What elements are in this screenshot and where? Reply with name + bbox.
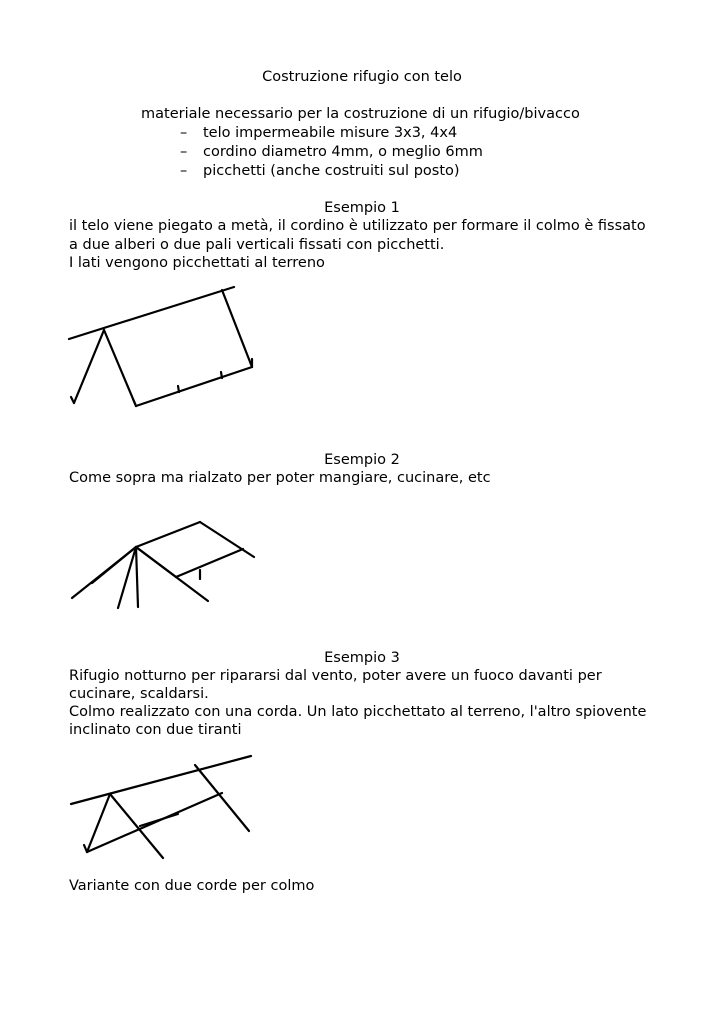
example-3-text-line: cucinare, scaldarsi. [69,686,209,702]
material-item: cordino diametro 4mm, o meglio 6mm [203,144,483,160]
example-2-text-line: Come sopra ma rialzato per poter mangiare, cucinare, etc [69,470,491,486]
material-item: telo impermeabile misure 3x3, 4x4 [203,125,458,141]
example-3-text-line: inclinato con due tiranti [69,722,242,738]
guy-line [110,794,163,858]
materials-intro: materiale necessario per la costruzione di un rifugio/bivacco [141,106,580,122]
guy-line [195,765,249,831]
example-1-heading: Esempio 1 [324,200,400,216]
bullet-dash: – [180,144,188,160]
page-title: Costruzione rifugio con telo [262,69,462,85]
bullet-dash: – [180,163,188,179]
example-1-text-line: I lati vengono picchettati al terreno [69,255,325,271]
bullet-dash: – [180,125,188,141]
example-1-text-line: il telo viene piegato a metà, il cordino è utilizzato per formare il colmo è fissato [69,218,646,234]
variant-caption: Variante con due corde per colmo [69,878,315,894]
example-2-heading: Esempio 2 [324,452,400,468]
ridge-rope [71,756,251,804]
example-3-text-line: Rifugio notturno per ripararsi dal vento, poter avere un fuoco davanti per [69,668,602,684]
material-item: picchetti (anche costruiti sul posto) [203,163,460,179]
example-3-heading: Esempio 3 [324,650,400,666]
example-3-text-line: Colmo realizzato con una corda. Un lato picchettato al terreno, l'altro spiovente [69,704,647,720]
stake [84,845,87,852]
tarp-edge [140,814,178,826]
example-1-text-line: a due alberi o due pali verticali fissati con picchetti. [69,237,445,253]
